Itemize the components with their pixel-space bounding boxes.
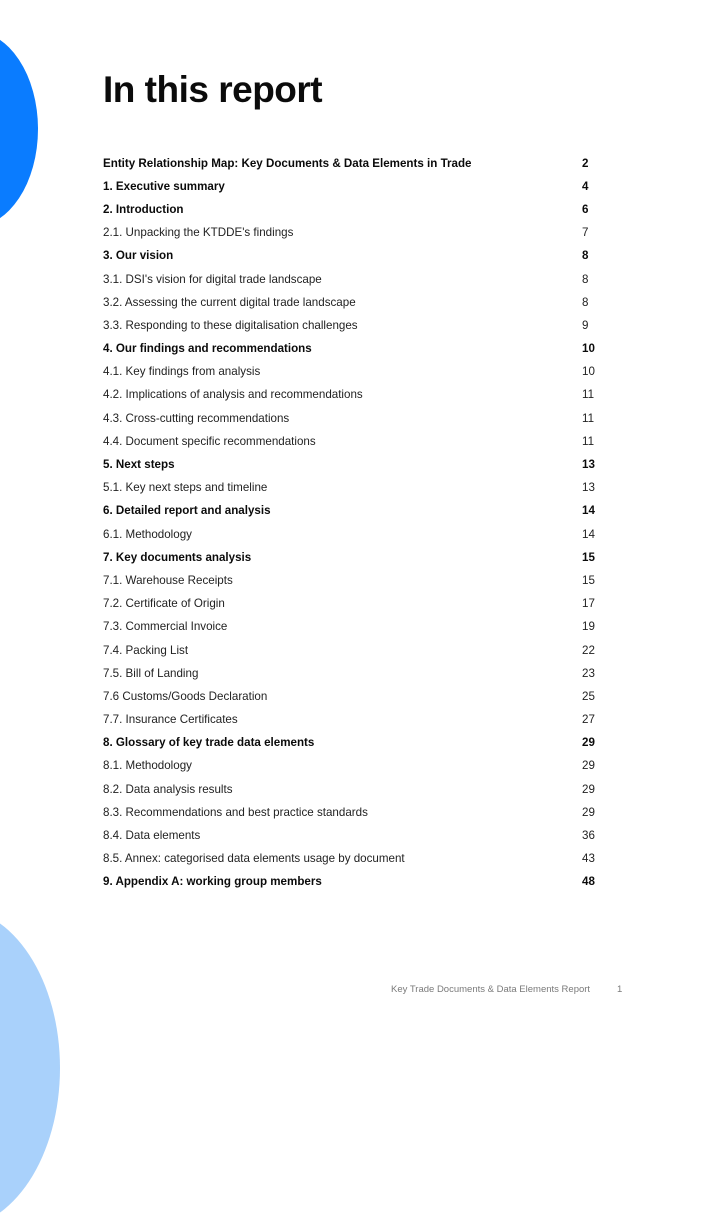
toc-entry-label: 7. Key documents analysis xyxy=(103,550,252,564)
footer-report-name: Key Trade Documents & Data Elements Report xyxy=(391,984,591,995)
toc-subsection-entry[interactable] xyxy=(103,523,596,546)
toc-entry-page-number: 14 xyxy=(582,504,595,518)
toc-subsection-entry[interactable] xyxy=(103,291,596,314)
toc-entry-label: 8.4. Data elements xyxy=(103,829,201,843)
toc-entry-label: Entity Relationship Map: Key Documents & Data Elements in Trade xyxy=(103,156,472,170)
toc-section-entry[interactable] xyxy=(103,245,596,268)
toc-entry-page-number: 19 xyxy=(582,620,595,634)
toc-section-entry[interactable] xyxy=(103,732,596,755)
toc-entry-page-number: 43 xyxy=(582,852,595,866)
toc-entry-label: 5. Next steps xyxy=(103,458,175,472)
toc-entry-label: 3.1. DSI's vision for digital trade landscape xyxy=(103,272,322,286)
toc-entry-label: 7.5. Bill of Landing xyxy=(103,666,199,680)
toc-subsection-entry[interactable] xyxy=(103,361,596,384)
toc-entry-page-number: 29 xyxy=(582,782,595,796)
table-of-contents xyxy=(103,152,596,894)
toc-entry-label: 7.3. Commercial Invoice xyxy=(103,620,228,634)
toc-subsection-entry[interactable] xyxy=(103,407,596,430)
toc-entry-label: 8. Glossary of key trade data elements xyxy=(103,736,315,750)
toc-entry-label: 3. Our vision xyxy=(103,249,174,263)
toc-entry-page-number: 17 xyxy=(582,597,595,611)
toc-entry-label: 7.4. Packing List xyxy=(103,643,189,657)
page-title: In this report xyxy=(103,69,323,110)
toc-section-entry[interactable] xyxy=(103,453,596,476)
toc-entry-label: 8.2. Data analysis results xyxy=(103,782,233,796)
toc-subsection-entry[interactable] xyxy=(103,430,596,453)
toc-subsection-entry[interactable] xyxy=(103,639,596,662)
toc-section-entry[interactable] xyxy=(103,338,596,361)
toc-entry-label: 6.1. Methodology xyxy=(103,527,192,541)
toc-entry-label: 9. Appendix A: working group members xyxy=(103,875,322,889)
toc-subsection-entry[interactable] xyxy=(103,709,596,732)
toc-entry-label: 8.5. Annex: categorised data elements usage by document xyxy=(103,852,405,866)
toc-entry-label: 6. Detailed report and analysis xyxy=(103,504,271,518)
toc-section-entry[interactable] xyxy=(103,500,596,523)
decorative-light-blue-circle-bottom xyxy=(0,908,60,1228)
decorative-blue-circle-top xyxy=(0,31,38,227)
toc-entry-page-number: 11 xyxy=(582,434,595,448)
toc-entry-label: 7.1. Warehouse Receipts xyxy=(103,573,233,587)
footer-page-number: 1 xyxy=(617,984,623,995)
toc-subsection-entry[interactable] xyxy=(103,685,596,708)
toc-entry-page-number: 10 xyxy=(582,365,595,379)
toc-entry-page-number: 6 xyxy=(582,202,589,216)
toc-subsection-entry[interactable] xyxy=(103,824,596,847)
toc-entry-label: 4.2. Implications of analysis and recommendations xyxy=(103,388,363,402)
toc-entry-page-number: 29 xyxy=(582,805,595,819)
toc-entry-page-number: 15 xyxy=(582,573,595,587)
toc-entry-page-number: 8 xyxy=(582,272,589,286)
toc-entry-page-number: 27 xyxy=(582,713,595,727)
toc-entry-label: 2.1. Unpacking the KTDDE's findings xyxy=(103,226,294,240)
toc-entry-label: 4.3. Cross-cutting recommendations xyxy=(103,411,290,425)
toc-subsection-entry[interactable] xyxy=(103,662,596,685)
toc-entry-label: 4.4. Document specific recommendations xyxy=(103,434,316,448)
toc-entry-label: 3.3. Responding to these digitalisation challenges xyxy=(103,318,358,332)
toc-entry-page-number: 11 xyxy=(582,411,595,425)
toc-entry-label: 4. Our findings and recommendations xyxy=(103,342,312,356)
toc-section-entry[interactable] xyxy=(103,546,596,569)
toc-subsection-entry[interactable] xyxy=(103,569,596,592)
toc-section-entry[interactable] xyxy=(103,198,596,221)
toc-entry-page-number: 4 xyxy=(582,179,589,193)
toc-subsection-entry[interactable] xyxy=(103,314,596,337)
toc-subsection-entry[interactable] xyxy=(103,384,596,407)
toc-subsection-entry[interactable] xyxy=(103,268,596,291)
toc-entry-page-number: 25 xyxy=(582,689,595,703)
toc-entry-label: 2. Introduction xyxy=(103,202,184,216)
toc-entry-page-number: 36 xyxy=(582,829,595,843)
toc-section-entry[interactable] xyxy=(103,175,596,198)
toc-entry-label: 3.2. Assessing the current digital trade landscape xyxy=(103,295,356,309)
toc-entry-page-number: 2 xyxy=(582,156,589,170)
toc-entry-page-number: 14 xyxy=(582,527,595,541)
toc-entry-page-number: 11 xyxy=(582,388,595,402)
toc-entry-label: 8.1. Methodology xyxy=(103,759,192,773)
toc-section-entry[interactable] xyxy=(103,152,596,175)
toc-entry-page-number: 48 xyxy=(582,875,595,889)
toc-subsection-entry[interactable] xyxy=(103,477,596,500)
toc-subsection-entry[interactable] xyxy=(103,801,596,824)
toc-entry-page-number: 8 xyxy=(582,295,589,309)
toc-entry-page-number: 7 xyxy=(582,226,589,240)
toc-entry-page-number: 23 xyxy=(582,666,595,680)
toc-entry-page-number: 13 xyxy=(582,458,595,472)
toc-entry-page-number: 29 xyxy=(582,759,595,773)
toc-entry-label: 8.3. Recommendations and best practice standards xyxy=(103,805,368,819)
toc-subsection-entry[interactable] xyxy=(103,778,596,801)
toc-entry-label: 5.1. Key next steps and timeline xyxy=(103,481,268,495)
toc-entry-page-number: 8 xyxy=(582,249,589,263)
toc-entry-label: 7.7. Insurance Certificates xyxy=(103,713,238,727)
toc-entry-label: 4.1. Key findings from analysis xyxy=(103,365,261,379)
toc-subsection-entry[interactable] xyxy=(103,222,596,245)
toc-entry-page-number: 9 xyxy=(582,318,589,332)
toc-entry-label: 7.6 Customs/Goods Declaration xyxy=(103,689,268,703)
toc-entry-label: 1. Executive summary xyxy=(103,179,225,193)
toc-entry-page-number: 10 xyxy=(582,342,595,356)
toc-entry-label: 7.2. Certificate of Origin xyxy=(103,597,225,611)
toc-entry-page-number: 22 xyxy=(582,643,595,657)
toc-subsection-entry[interactable] xyxy=(103,848,596,871)
toc-subsection-entry[interactable] xyxy=(103,616,596,639)
toc-section-entry[interactable] xyxy=(103,871,596,894)
toc-entry-page-number: 13 xyxy=(582,481,595,495)
toc-entry-page-number: 15 xyxy=(582,550,595,564)
toc-entry-page-number: 29 xyxy=(582,736,595,750)
toc-subsection-entry[interactable] xyxy=(103,755,596,778)
toc-subsection-entry[interactable] xyxy=(103,593,596,616)
